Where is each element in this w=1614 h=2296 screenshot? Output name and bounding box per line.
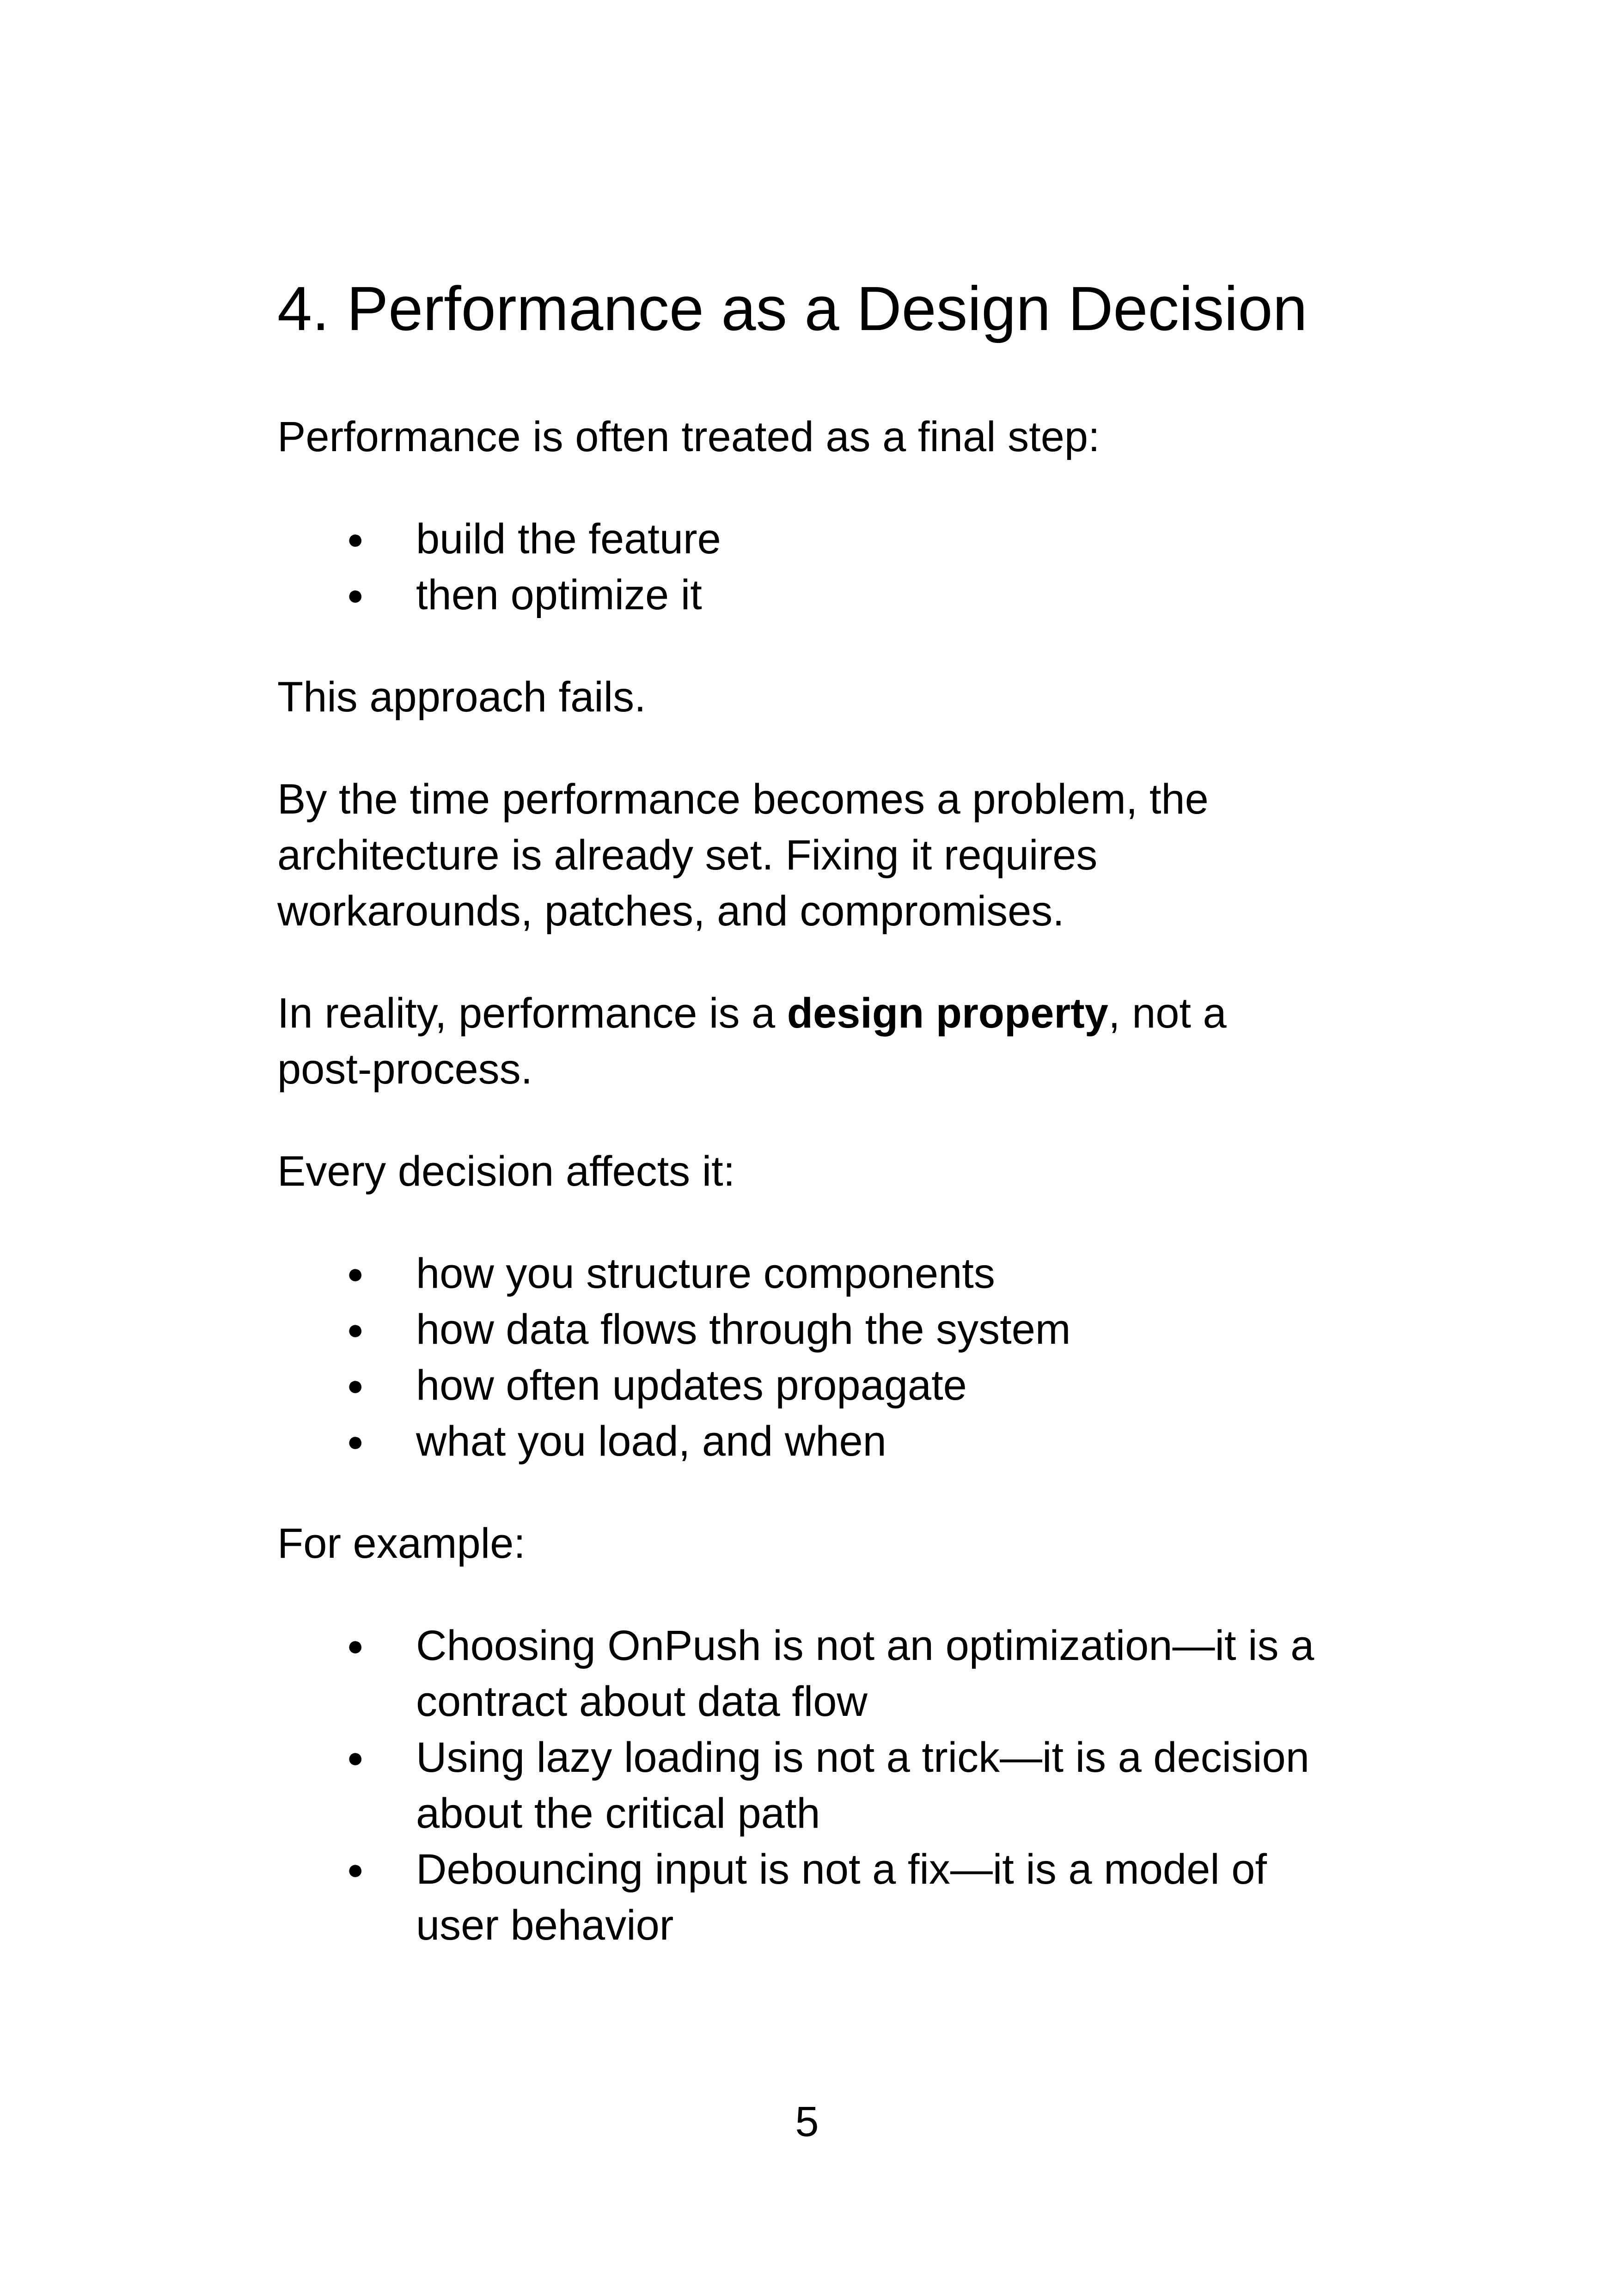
list-item: ● how data flows through the system bbox=[277, 1302, 1340, 1358]
example-line-2: contract about data flow bbox=[416, 1678, 868, 1726]
list-item: ● then optimize it bbox=[277, 567, 1340, 623]
list-item bbox=[277, 1730, 1340, 1842]
section-heading: 4. Performance as a Design Decision bbox=[277, 274, 1308, 343]
fails-paragraph: This approach fails. bbox=[277, 673, 646, 721]
reality-paragraph bbox=[277, 986, 1340, 1097]
intro-paragraph: Performance is often treated as a final step: bbox=[277, 413, 1100, 461]
reality-bold-term: design property bbox=[787, 990, 1108, 1037]
page-content bbox=[277, 273, 1340, 1953]
reality-text-before: In reality, performance is a bbox=[277, 990, 787, 1037]
example-line-2: user behavior bbox=[416, 1902, 674, 1949]
problem-line-3: workarounds, patches, and compromises. bbox=[277, 888, 1064, 935]
reality-text-after: , not a bbox=[1108, 990, 1227, 1037]
reality-line-2: post-process. bbox=[277, 1046, 533, 1093]
decisions-list bbox=[277, 1246, 1340, 1469]
example-line-1: Choosing OnPush is not an optimization—it is a bbox=[416, 1622, 1314, 1670]
problem-paragraph bbox=[277, 771, 1340, 939]
problem-line-2: architecture is already set. Fixing it requires bbox=[277, 832, 1098, 879]
example-line-2: about the critical path bbox=[416, 1790, 820, 1837]
list-item: ● what you load, and when bbox=[277, 1414, 1340, 1469]
list-item: ● how you structure components bbox=[277, 1246, 1340, 1302]
example-line-1: Using lazy loading is not a trick—it is a decision bbox=[416, 1734, 1309, 1782]
examples-list bbox=[277, 1618, 1340, 1953]
list-item bbox=[277, 1618, 1340, 1730]
example-line-1: Debouncing input is not a fix—it is a model of bbox=[416, 1846, 1267, 1893]
every-decision-paragraph: Every decision affects it: bbox=[277, 1148, 735, 1195]
list-item: ● how often updates propagate bbox=[277, 1358, 1340, 1414]
list-item: ● build the feature bbox=[277, 511, 1340, 567]
list-item bbox=[277, 1842, 1340, 1953]
problem-line-1: By the time performance becomes a problem, the bbox=[277, 776, 1209, 823]
steps-list bbox=[277, 511, 1340, 623]
page-number: 5 bbox=[795, 2098, 819, 2145]
for-example-paragraph: For example: bbox=[277, 1520, 526, 1567]
